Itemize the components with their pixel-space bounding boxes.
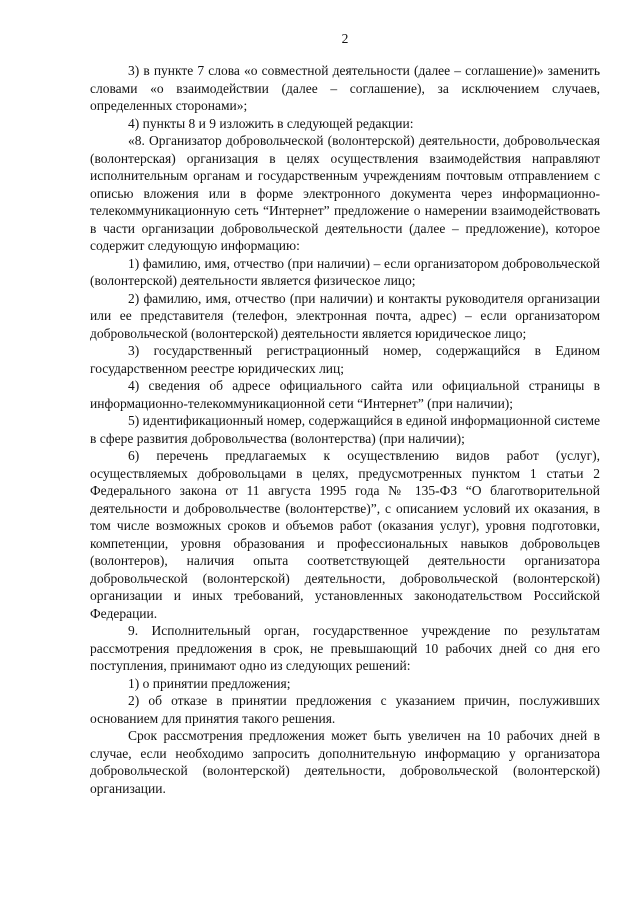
paragraph-point-9: 9. Исполнительный орган, государственное учреждение по результатам рассмотрения предложения в срок, не превышающий 10 рабочих дней со дня его поступления, принимают одно из следующих решений: xyxy=(90,623,600,673)
paragraph-item-3: 3) в пункте 7 слова «о совместной деятельности (далее – соглашение)» заменить словами «о взаимодействии (далее – соглашение), за исключением случаев, определенных сторонами»; xyxy=(90,63,600,113)
paragraph-subitem-2: 2) фамилию, имя, отчество (при наличии) и контакты руководителя организации или ее представителя (телефон, электронная почта, адрес) – если организатором добровольческой (волонтерской) деятельности является юридическое лицо; xyxy=(90,290,600,341)
paragraph-subitem-3: 3) государственный регистрационный номер, содержащийся в Едином государственном реестре юридических лиц; xyxy=(90,343,600,376)
page-number: 2 xyxy=(341,31,349,46)
paragraph-item-4: 4) пункты 8 и 9 изложить в следующей редакции: xyxy=(128,115,414,131)
document-page xyxy=(90,30,600,797)
paragraph-subitem-4: 4) сведения об адресе официального сайта или официальной страницы в информационно-телекоммуникационной сети “Интернет” (при наличии); xyxy=(90,378,600,411)
paragraph-point-8: «8. Организатор добровольческой (волонтерской) деятельности, добровольческая (волонтерская) организация в целях осуществления взаимодействия направляют исполнительным органам и государственным учреждениям почтовым отправлением с описью вложения или в форме электронного документа через информационно-телекоммуникационную сеть “Интернет” предложение о намерении взаимодействовать в части организации добровольческой деятельности (далее – предложение), которое содержит следующую информацию: xyxy=(90,133,600,253)
paragraph-review-period: Срок рассмотрения предложения может быть увеличен на 10 рабочих дней в случае, если необходимо запросить дополнительную информацию у организатора добровольческой (волонтерской) деятельности, добровольческой (волонтерской) организации. xyxy=(90,728,600,796)
paragraph-subitem-5: 5) идентификационный номер, содержащийся в единой информационной системе в сфере развития добровольчества (волонтерства) (при наличии); xyxy=(90,413,600,446)
paragraph-decision-1: 1) о принятии предложения; xyxy=(128,675,291,691)
paragraph-decision-2: 2) об отказе в принятии предложения с указанием причин, послуживших основанием для принятия такого решения. xyxy=(90,693,600,726)
paragraph-subitem-6: 6) перечень предлагаемых к осуществлению видов работ (услуг), осуществляемых добровольцами в целях, предусмотренных пунктом 1 статьи 2 Федерального закона от 11 августа 1995 года № 135-ФЗ “О благотворительной деятельности и добровольчестве (волонтерстве)”, с описанием условий их оказания, в том числе возможных сроков и объемов работ (оказания услуг), уровня подготовки, компетенции, уровня образования и профессиональных навыков добровольцев (волонтеров), наличия опыта соответствующей деятельности организатора добровольческой (волонтерской) деятельности, добровольческой (волонтерской) организации и иных требований, установленных законодательством Российской Федерации. xyxy=(90,448,600,621)
paragraph-subitem-1: 1) фамилию, имя, отчество (при наличии) – если организатором добровольческой (волонтерской) деятельности является физическое лицо; xyxy=(90,255,600,288)
